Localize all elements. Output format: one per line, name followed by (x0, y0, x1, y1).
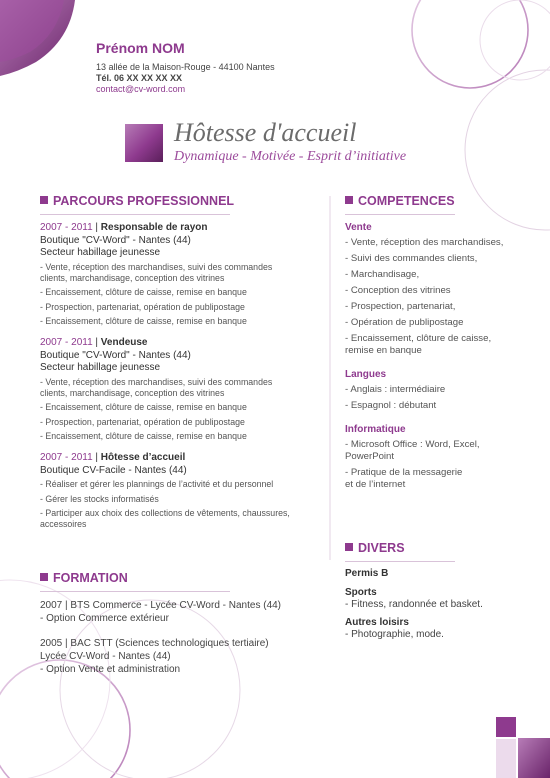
section-rule (40, 214, 230, 215)
job-years: 2007 - 2011 (40, 222, 93, 233)
skill-item (345, 253, 540, 265)
skill-item-line: PowerPoint (345, 451, 395, 462)
formation-line: Lycée CV-Word - Nantes (44) (40, 651, 171, 662)
section-heading-parcours: PARCOURS PROFESSIONNEL (40, 194, 234, 208)
skill-item-line: - Opération de publipostage (345, 317, 464, 328)
square-bottom-right-2 (518, 738, 550, 778)
skill-item (345, 384, 540, 396)
job-employer: Boutique "CV-Word" - Nantes (44) (40, 234, 191, 246)
skill-item-line: - Microsoft Office : Word, Excel, (345, 439, 480, 450)
task-item (40, 402, 325, 413)
job-entry (40, 222, 325, 327)
task-item (40, 377, 325, 399)
skill-item (345, 301, 540, 313)
task-item-line: clients, marchandisage, conception des vitrines (40, 387, 225, 398)
skill-item (345, 333, 540, 357)
skill-item-line: - Espagnol : débutant (345, 400, 437, 411)
skill-group-title: Informatique (345, 424, 406, 435)
ring-top-right-2 (465, 70, 550, 230)
skill-item-line: - Pratique de la messagerie (345, 467, 463, 478)
contact-block (96, 62, 275, 95)
formation-line: 2007 | BTS Commerce - Lycée CV-Word - Nantes (44) (40, 600, 282, 611)
ring-top-right (412, 0, 528, 88)
job-tasks (40, 479, 325, 530)
job-sector: Secteur habillage jeunesse (40, 247, 161, 258)
sports-title: Sports (345, 586, 377, 598)
job-role: Hôtesse d’accueil (100, 452, 186, 463)
section-rule (345, 214, 455, 215)
job-separator: | (92, 222, 101, 233)
section-rule (40, 591, 230, 592)
skill-item (345, 237, 540, 249)
skill-group (345, 222, 540, 357)
task-item-line: - Encaissement, clôture de caisse, remise en banque (40, 431, 247, 441)
job-separator: | (92, 452, 101, 463)
task-item (40, 262, 325, 284)
task-item-line: accessoires (40, 519, 87, 529)
task-item-line: - Participer aux choix des collections de vêtements, chaussures, (40, 508, 290, 518)
formation-list (40, 599, 325, 688)
divers-block (345, 568, 540, 642)
skill-item (345, 400, 540, 412)
task-item-line: - Encaissement, clôture de caisse, remise en banque (40, 287, 247, 297)
skill-item-line: - Anglais : intermédiaire (345, 384, 446, 395)
section-rule (345, 561, 455, 562)
loisirs: - Photographie, mode. (345, 629, 444, 640)
jobs-list (40, 222, 325, 540)
skill-item-line: - Encaissement, clôture de caisse, (345, 333, 492, 344)
square-bottom-right-1 (496, 717, 516, 737)
job-heading (40, 222, 325, 235)
task-item-line: - Prospection, partenariat, opération de publipostage (40, 416, 245, 427)
task-item-line: - Réaliser et gérer les plannings de l’activité et du personnel (40, 479, 274, 489)
skill-item-line: - Suivi des commandes clients, (345, 253, 478, 264)
title-square (125, 124, 163, 162)
job-role: Vendeuse (100, 337, 148, 348)
task-item (40, 417, 325, 428)
job-tasks (40, 262, 325, 328)
job-employer: Boutique "CV-Word" - Nantes (44) (40, 349, 191, 361)
skill-item-line: - Vente, réception des marchandises, (345, 237, 504, 248)
section-heading-divers: DIVERS (345, 541, 405, 555)
task-item (40, 431, 325, 442)
skill-item-line: - Conception des vitrines (345, 285, 451, 296)
skill-item (345, 439, 540, 463)
task-item (40, 494, 325, 505)
skill-item (345, 285, 540, 297)
job-tasks (40, 377, 325, 443)
task-item-line: - Encaissement, clôture de caisse, remise en banque (40, 402, 247, 412)
formation-line: - Option Vente et administration (40, 664, 181, 675)
formation-line: - Option Commerce extérieur (40, 613, 169, 624)
job-years: 2007 - 2011 (40, 452, 93, 463)
job-separator: | (92, 337, 101, 348)
task-item-line: - Encaissement, clôture de caisse, remise en banque (40, 316, 247, 326)
candidate-name: Prénom NOM (96, 40, 185, 56)
section-heading-competences: COMPETENCES (345, 194, 455, 208)
job-title: Hôtesse d'accueil (174, 118, 357, 147)
job-subtitle: Dynamique - Motivée - Esprit d’initiative (174, 149, 407, 164)
formation-line: 2005 | BAC STT (Sciences technologiques tertiaire) (40, 638, 269, 649)
skill-item-line: remise en banque (345, 345, 422, 356)
loisirs-title: Autres loisirs (345, 616, 409, 628)
competences-list (345, 222, 540, 503)
task-item (40, 302, 325, 313)
skill-item (345, 317, 540, 329)
task-item (40, 508, 325, 530)
task-item (40, 479, 325, 490)
skill-item-line: - Prospection, partenariat, (345, 301, 456, 312)
skill-items (345, 237, 540, 357)
skill-group (345, 369, 540, 412)
square-icon (345, 543, 353, 551)
task-item-line: - Vente, réception des marchandises, suivi des commandes (40, 376, 273, 387)
skill-group-title: Vente (345, 222, 372, 233)
skill-item-line: - Marchandisage, (345, 269, 420, 280)
job-employer: Boutique CV-Facile - Nantes (44) (40, 464, 187, 476)
skill-items (345, 384, 540, 412)
job-entry (40, 452, 325, 530)
email-link[interactable]: contact@cv-word.com (96, 84, 186, 94)
skill-items (345, 439, 540, 491)
formation-entry (40, 599, 325, 625)
task-item-line: - Vente, réception des marchandises, suivi des commandes (40, 261, 273, 272)
task-item-line: clients, marchandisage, conception des vitrines (40, 272, 225, 283)
job-heading (40, 452, 325, 465)
skill-group-title: Langues (345, 369, 387, 380)
job-sector: Secteur habillage jeunesse (40, 362, 161, 373)
square-icon (40, 196, 48, 204)
skill-item-line: et de l’internet (345, 479, 406, 490)
formation-entry (40, 637, 325, 676)
skill-item (345, 269, 540, 281)
job-heading (40, 337, 325, 350)
skill-item (345, 467, 540, 491)
job-entry (40, 337, 325, 442)
square-icon (40, 573, 48, 581)
task-item (40, 287, 325, 298)
sports: - Fitness, randonnée et basket. (345, 599, 483, 610)
phone: Tél. 06 XX XX XX XX (96, 73, 183, 83)
address: 13 allée de la Maison-Rouge - 44100 Nantes (96, 62, 275, 72)
permis: Permis B (345, 568, 389, 579)
section-heading-formation: FORMATION (40, 571, 128, 585)
task-item-line: - Prospection, partenariat, opération de publipostage (40, 301, 245, 312)
square-icon (345, 196, 353, 204)
job-years: 2007 - 2011 (40, 337, 93, 348)
skill-group (345, 424, 540, 491)
job-role: Responsable de rayon (100, 222, 208, 233)
task-item (40, 316, 325, 327)
task-item-line: - Gérer les stocks informatisés (40, 493, 159, 504)
